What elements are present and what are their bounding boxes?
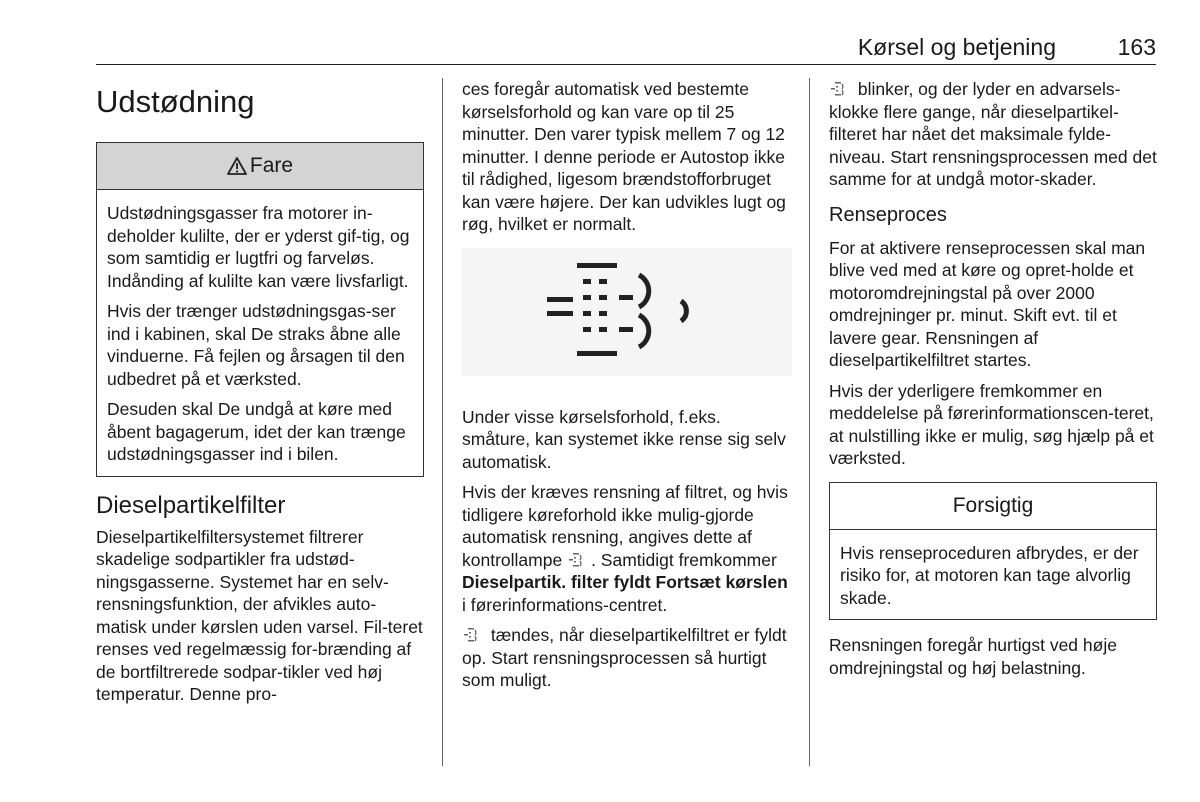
body-paragraph: blinker, og der lyder en advarsels-klokke flere gange, når dieselpartikel-filteret har nået det maksimale fylde-niveau. Start rensningsprocessen med det samme for at undgå motor-skader. [829,79,1157,189]
body-paragraph: ces foregår automatisk ved bestemte kørselsforhold og kan vare op til 25 minutter. Den varer typisk mellem 7 og 12 minutter. I denne periode er Autostop ikke til rådighed, ligesom brændstofforbruget kan være højere. Der kan udvikles lugt og røg, hvilket er normalt. [462,79,786,234]
body-paragraph: Under visse kørselsforhold, f.eks. småture, kan systemet ikke rense sig selv automatisk. [462,406,786,472]
danger-box [96,142,424,477]
column-3 [829,78,1157,687]
warning-triangle-icon [227,157,247,175]
dpf-warning-lamp-icon [569,552,589,568]
danger-paragraph: Desuden skal De undgå at køre med åbent bagagerum, idet der kan trænge udstødningsgasser ind i bilen. [107,399,406,464]
page-header [96,34,1156,65]
danger-box-body [97,190,423,476]
page-heading: Udstødning [96,84,255,119]
column-divider [442,78,443,766]
section-title: Kørsel og betjening [857,34,1056,60]
figure-panel [462,248,792,376]
caution-paragraph: Hvis renseproceduren afbrydes, er der risiko for, at motoren kan tage alvorlig skade. [840,542,1139,608]
danger-box-header [97,143,423,190]
body-paragraph: Hvis der yderligere fremkommer en meddelelse på førerinformationscen-teret, at nulstilling ikke er mulig, søg hjælp på et værksted. [829,380,1154,468]
message-text: Dieselpartik. filter fyldt Fortsæt kørslen [462,572,788,592]
diesel-particulate-filter-icon [547,257,707,367]
danger-label: Fare [249,154,294,177]
body-paragraph: Dieselpartikelfiltersystemet filtrerer skadelige sodpartikler fra udstød-ningsgasserne. Systemet har en selv-rensningsfunktion, der afvikles auto-matisk under kørslen uden varsel. Fil-teret renses ved regelmæssig for-brænding af de bortfiltrerede sodpar-tikler ved høj temperatur. Denne pro- [96,526,423,704]
body-paragraph: tændes, når dieselpartikelfiltret er fyldt op. Start rensningsprocessen så hurtigt som muligt. [462,625,787,690]
subheading: Renseproces [829,203,947,226]
column-1 [96,78,424,714]
caution-box-body [830,530,1156,620]
danger-paragraph: Udstødningsgasser fra motorer in-deholder kulilte, der er yderst gif-tig, og som samtidig er lugtfri og farveløs. Indånding af kulilte kan være livsfarligt. [107,203,410,291]
body-paragraph: For at aktivere renseprocessen skal man blive ved med at køre og opret-holde et motoromdrejningstal på over 2000 omdrejninger pr. minut. Skift evt. til et lavere gear. Rensningen af dieselpartikelfiltret startes. [829,237,1146,370]
column-divider [809,78,810,766]
page-number: 163 [1117,34,1156,60]
dpf-warning-lamp-icon [831,81,851,97]
dpf-warning-lamp-icon [464,627,484,643]
body-paragraph: Rensningen foregår hurtigst ved høje omdrejningstal og høj belastning. [829,635,1117,678]
column-2 [462,78,792,700]
danger-paragraph: Hvis der trænger udstødningsgas-ser ind i kabinen, skal De straks åbne alle vinduerne. Få fejlen og årsagen til den udbedret på et værksted. [107,301,405,389]
caution-box [829,482,1157,621]
body-paragraph: Hvis der kræves rensning af filtret, og hvis tidligere køreforhold ikke mulig-gjorde automatisk rensning, angives dette af kontrollampe . Samtidigt fremkommer Dieselpartik. filter fyldt Fortsæt kørslen i førerinformations-centret. [462,482,788,615]
section-heading: Dieselpartikelfilter [96,491,286,519]
caution-box-header: Forsigtig [830,483,1156,530]
